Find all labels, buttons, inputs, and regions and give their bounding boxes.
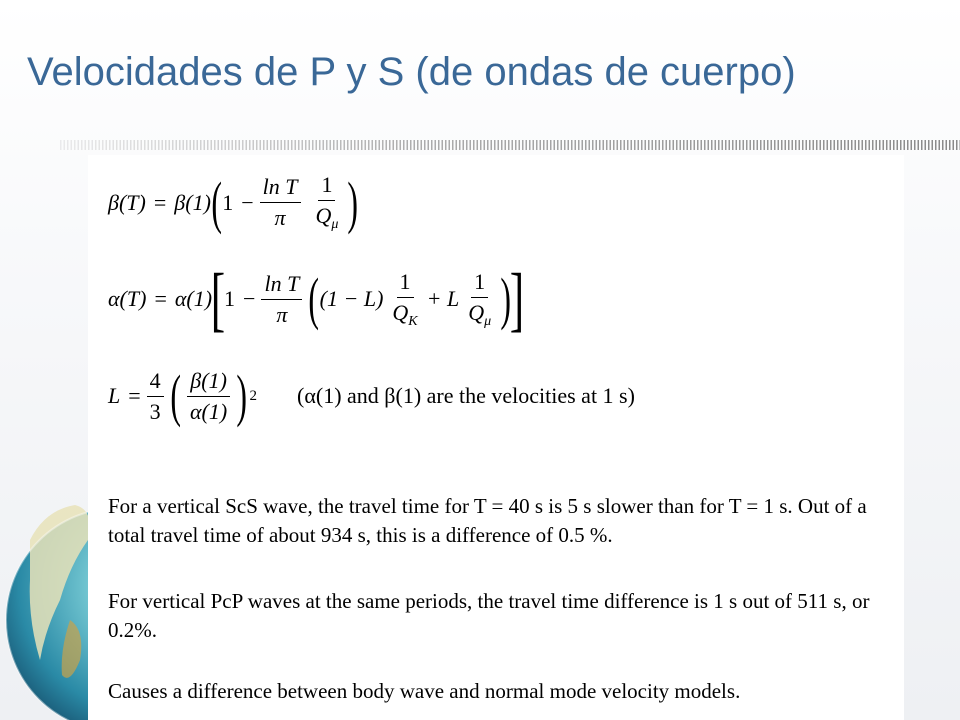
equation-alpha: α(T) = α(1) [ 1 − $\frac{\text{ln T}}{\pi}$ ( (1 − L) $\frac{1}{Q_K}$ + L $\frac{1}{Q_\mu}$ ) ] [108,259,525,339]
beta-one: 1 [222,189,234,215]
alpha-one: 1 [224,286,236,311]
paragraph-scs: For a vertical ScS wave, the travel time for T = 40 s is 5 s slower than for T = 1 s. Out of a total travel time of about 934 s, this is a difference of 0.5 %. [108,494,867,547]
beta-lhs: β(T) [108,189,146,215]
alpha-lhs: α(T) [108,286,147,311]
alpha-plus-L: + L [426,286,460,311]
beta-frac-lnT: $\frac{\text{ln T}}{\pi}$ [260,174,301,231]
equation-L: L = $\frac{4}{3}$ ( $\frac{\beta(1)}{\alpha(1)}$ ) 2 (α(1) and β(1) are the velocities at 1 s) [108,363,635,428]
L-exponent: 2 [249,387,258,404]
alpha-frac-lnT: $\frac{\text{ln T}}{\pi}$ [261,271,302,328]
L-lhs: L [108,383,121,408]
alpha-frac-QK: $\frac{1}{Q_K}$ [392,268,418,329]
L-coef-frac: $\frac{4}{3}$ [147,368,164,425]
paragraph-pcp: For vertical PcP waves at the same periods, the travel time difference is 1 s out of 511 s, or 0.2%. [108,589,870,642]
beta-frac-Q: $\frac{1}{Q_\mu}$ [315,172,339,232]
beta-minus: − [241,189,254,215]
L-note: (α(1) and β(1) are the velocities at 1 s) [297,383,635,408]
alpha-minus: − [243,286,256,311]
slide-title: Velocidades de P y S (de ondas de cuerpo) [27,50,796,94]
beta-factor: β(1) [174,189,211,215]
equation-beta: β(T) = β(1) ( 1 − $\frac{\text{ln T}}{\pi}$ $\frac{1}{Q_\mu}$ ) [108,169,359,235]
content-panel [88,155,904,720]
L-ratio-frac: $\frac{\beta(1)}{\alpha(1)}$ [187,368,230,425]
decorative-stripe-bar [60,140,960,150]
paragraph-causes: Causes a difference between body wave and normal mode velocity models. [108,679,741,703]
alpha-factor: α(1) [174,286,213,311]
alpha-frac-Qmu: $\frac{1}{Q_\mu}$ [468,268,492,329]
alpha-inner: (1 − L) [319,286,384,311]
